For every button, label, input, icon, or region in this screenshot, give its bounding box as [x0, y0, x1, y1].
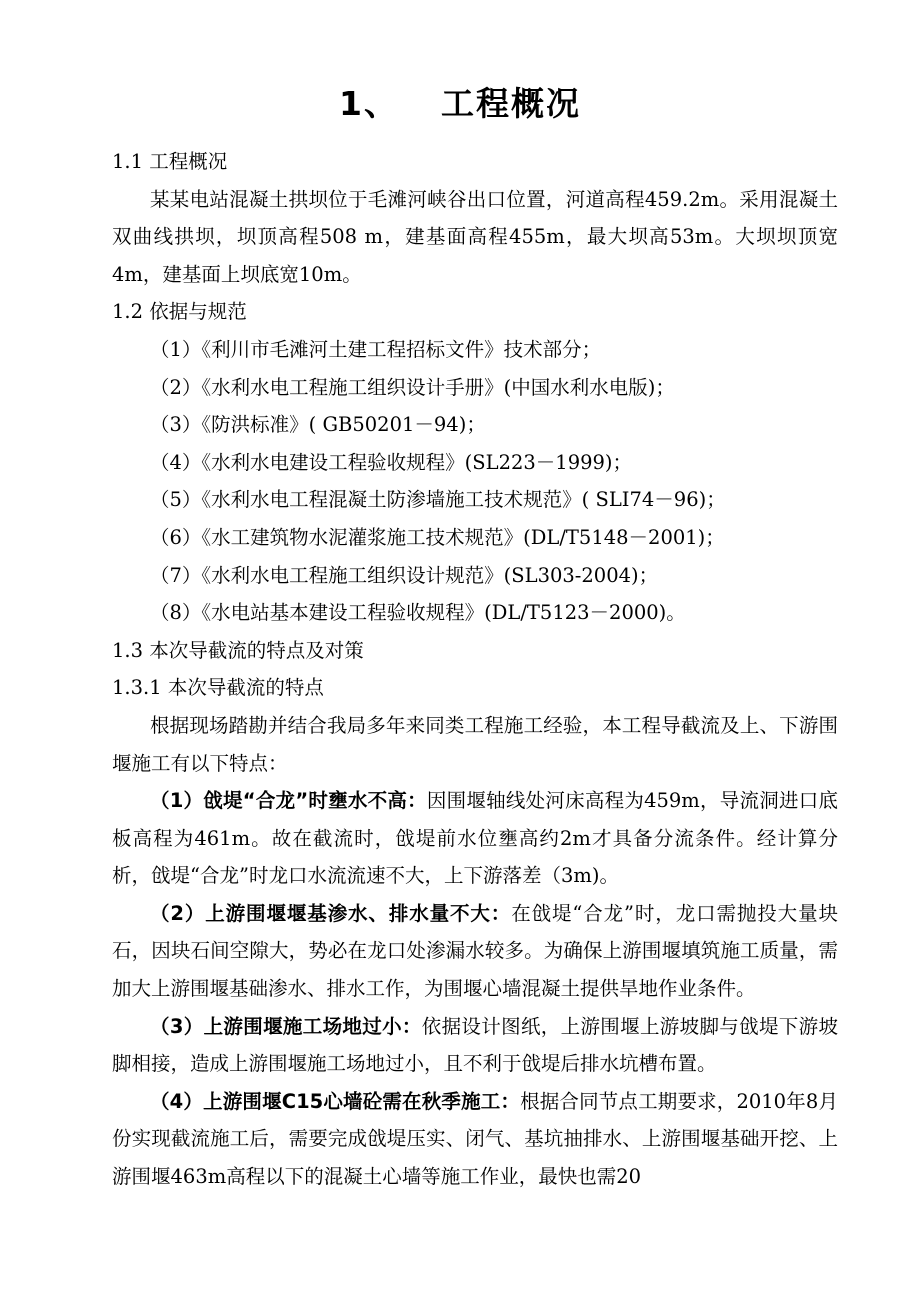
section-heading-1-3-1: 1.3.1 本次导截流的特点 [112, 676, 324, 700]
reference-item: （7）《水利水电工程施工组织设计规范》(SL303-2004)； [150, 563, 659, 587]
feature-point-label: （1）戗堤“合龙”时壅水不高： [150, 789, 427, 813]
feature-point-2 [112, 895, 838, 1008]
chapter-title [0, 78, 920, 125]
feature-point-label: （4）上游围堰C15心墙砼需在秋季施工： [150, 1089, 521, 1113]
reference-item: （3）《防洪标准》( GB50201－94)； [150, 413, 486, 437]
section-heading-1-3: 1.3 本次导截流的特点及对策 [112, 638, 364, 662]
feature-point-3 [112, 1008, 838, 1083]
feature-point-text: 根据合同节点工期要求，2010年8月份实现截流施工后，需要完成戗堤压实、闭气、基坑抽排水、上游围堰基础开挖、上游围堰463m高程以下的混凝土心墙等施工作业，最快也需20 [112, 1089, 838, 1189]
reference-item: （5）《水利水电工程混凝土防渗墙施工技术规范》( SLI74－96)； [150, 488, 726, 512]
feature-point-text: 因围堰轴线处河床高程为459m，导流洞进口底板高程为461m。故在截流时，戗堤前水位壅高约2m才具备分流条件。经计算分析，戗堤“合龙”时龙口水流流速不大，上下游落差（3m)。 [112, 789, 838, 888]
reference-item: （1）《利川市毛滩河土建工程招标文件》技术部分； [150, 337, 602, 361]
reference-item: （8）《水电站基本建设工程验收规程》(DL/T5123－2000)。 [150, 601, 686, 625]
feature-point-1 [112, 782, 838, 895]
section-1-1-paragraph: 某某电站混凝土拱坝位于毛滩河峡谷出口位置，河道高程459.2m。采用混凝土双曲线拱坝，坝顶高程508 m，建基面高程455m，最大坝高53m。大坝坝顶宽4m，建基面上坝底宽10m。 [112, 187, 838, 286]
feature-point-text: 依据设计图纸，上游围堰上游坡脚与戗堤下游坡脚相接，造成上游围堰施工场地过小，且不利于戗堤后排水坑槽布置。 [112, 1014, 838, 1076]
reference-item: （2）《水利水电工程施工组织设计手册》(中国水利水电版)； [150, 375, 675, 399]
chapter-title-text: 工程概况 [440, 84, 581, 123]
section-heading-1-1: 1.1 工程概况 [112, 150, 228, 173]
feature-point-4 [112, 1083, 838, 1196]
section-1-3-1-intro: 根据现场踏勘并结合我局多年来同类工程施工经验，本工程导截流及上、下游围堰施工有以下特点： [112, 713, 838, 775]
feature-point-text: 在戗堤“合龙”时，龙口需抛投大量块石，因块石间空隙大，势必在龙口处渗漏水较多。为确保上游围堰填筑施工质量，需加大上游围堰基础渗水、排水工作，为围堰心墙混凝土提供旱地作业条件。 [112, 901, 838, 1001]
section-heading-1-2: 1.2 依据与规范 [112, 300, 247, 324]
feature-point-label: （3）上游围堰施工场地过小： [150, 1014, 422, 1038]
document-body [112, 143, 838, 1196]
feature-point-label: （2）上游围堰堰基渗水、排水量不大： [150, 901, 512, 925]
reference-item: （4）《水利水电建设工程验收规程》(SL223－1999)； [150, 450, 633, 474]
reference-item: （6）《水工建筑物水泥灌浆施工技术规范》(DL/T5148－2001)； [150, 525, 725, 549]
chapter-number: 1、 [339, 84, 399, 123]
